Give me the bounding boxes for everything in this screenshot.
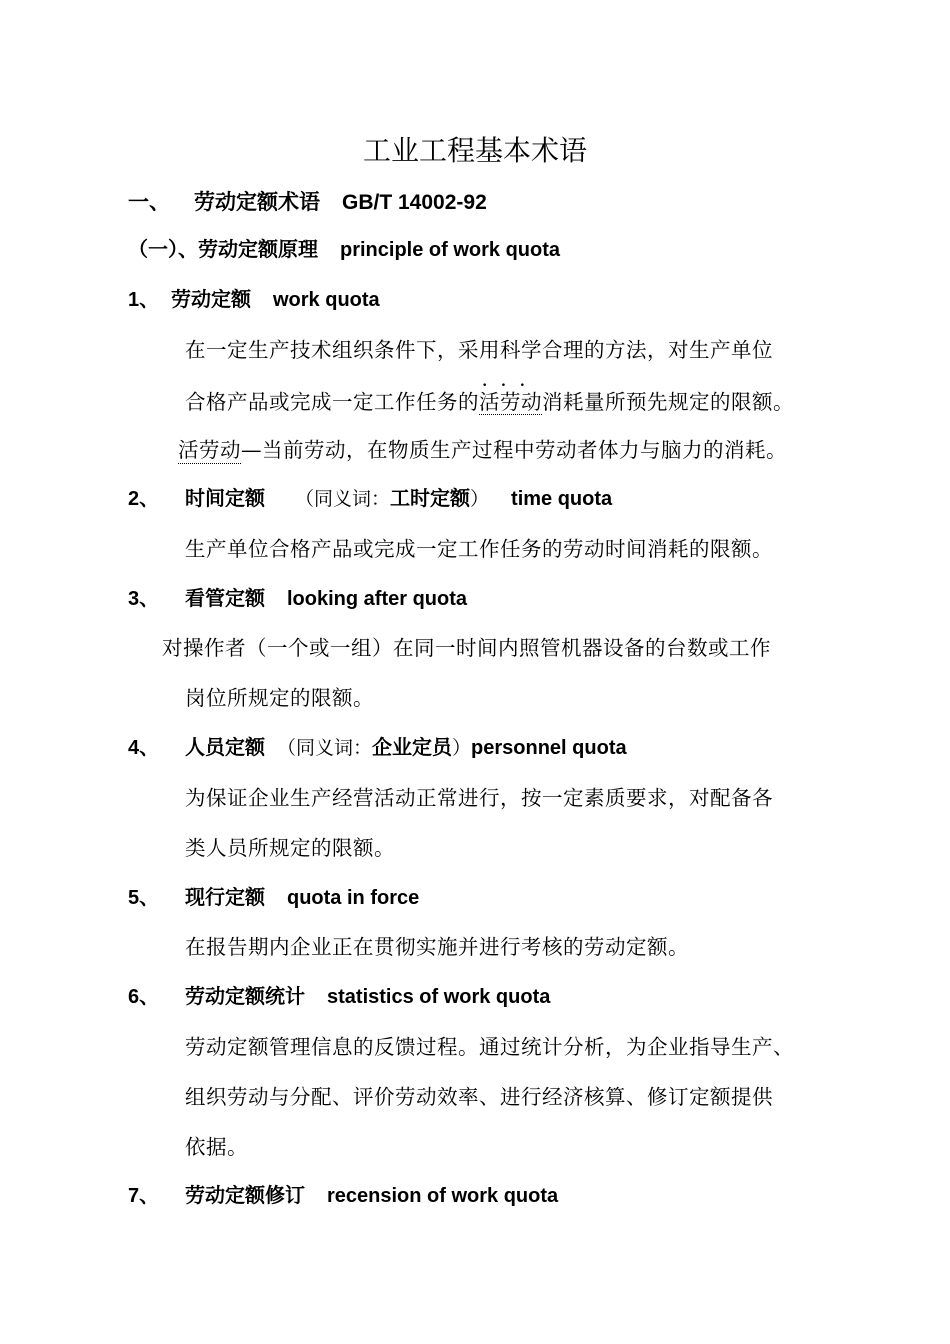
term-note (178, 440, 787, 461)
synonym-prefix: （同义词： (277, 737, 373, 759)
term-number: 1、 (128, 289, 160, 311)
term-body-line: 劳动定额管理信息的反馈过程。通过统计分析，为企业指导生产、 (185, 1035, 794, 1059)
note-term: 活劳动 (178, 438, 241, 462)
synonym-suffix: ） (452, 737, 472, 759)
emphasized-term (479, 374, 542, 415)
term-heading (128, 987, 550, 1007)
subsection-heading (128, 240, 560, 260)
synonym-suffix: ） (470, 488, 490, 510)
term-cn: 时间定额 (185, 488, 265, 510)
term-en: recension of work quota (327, 1185, 559, 1207)
term-number: 2、 (128, 488, 160, 510)
term-cn: 劳动定额修订 (185, 1185, 305, 1207)
term-cn: 劳动定额统计 (185, 986, 305, 1008)
term-body-line: 在报告期内企业正在贯彻实施并进行考核的劳动定额。 (185, 935, 689, 959)
term-cn: 现行定额 (185, 887, 265, 909)
page-title: 工业工程基本术语 (362, 134, 587, 167)
emphasized-term-text: 活劳动 (479, 390, 542, 414)
term-body-line: 类人员所规定的限额。 (185, 836, 395, 860)
synonym-term: 企业定员 (372, 737, 453, 759)
term-number: 6、 (128, 986, 160, 1008)
term-en: quota in force (287, 887, 420, 909)
term-body-line: 为保证企业生产经营活动正常进行，按一定素质要求，对配备各 (185, 786, 773, 810)
term-en: statistics of work quota (327, 986, 551, 1008)
term-cn: 看管定额 (185, 588, 265, 610)
note-text: —当前劳动，在物质生产过程中劳动者体力与脑力的消耗。 (241, 438, 787, 462)
term-heading (128, 738, 627, 758)
subsection-en: principle of work quota (340, 239, 561, 261)
section-number: 一、 (128, 191, 170, 214)
term-heading (128, 1186, 558, 1206)
term-en: looking after quota (287, 588, 467, 610)
standard-code: GB/T 14002-92 (342, 191, 487, 214)
term-number: 4、 (128, 737, 160, 759)
term-heading (128, 290, 380, 310)
synonym-prefix: （同义词： (295, 488, 391, 510)
term-number: 7、 (128, 1185, 160, 1207)
term-number: 3、 (128, 588, 160, 610)
term-body-line (185, 374, 794, 415)
term-body-line: 对操作者（一个或一组）在同一时间内照管机器设备的台数或工作 (162, 636, 771, 660)
term-body-line: 在一定生产技术组织条件下，采用科学合理的方法，对生产单位 (185, 338, 773, 362)
term-body-line: 组织劳动与分配、评价劳动效率、进行经济核算、修订定额提供 (185, 1085, 773, 1109)
term-heading (128, 589, 467, 609)
emphasis-dots: ... (482, 374, 539, 390)
term-en: personnel quota (471, 737, 627, 759)
section-heading (128, 192, 487, 213)
term-body-text: 合格产品或完成一定工作任务的 (185, 390, 479, 414)
term-cn: 劳动定额 (171, 289, 251, 311)
term-body-line: 生产单位合格产品或完成一定工作任务的劳动时间消耗的限额。 (185, 537, 773, 561)
subsection-label: （一）、劳动定额原理 (128, 239, 318, 261)
term-body-line: 岗位所规定的限额。 (185, 686, 374, 710)
term-en: work quota (273, 289, 380, 311)
term-body-line: 依据。 (185, 1135, 248, 1159)
term-cn: 人员定额 (185, 737, 265, 759)
term-number: 5、 (128, 887, 160, 909)
term-heading (128, 489, 612, 509)
synonym-term: 工时定额 (390, 488, 471, 510)
term-en: time quota (511, 488, 613, 510)
section-label: 劳动定额术语 (194, 191, 320, 214)
term-body-text: 消耗量所预先规定的限额。 (542, 390, 794, 414)
term-heading (128, 888, 419, 908)
